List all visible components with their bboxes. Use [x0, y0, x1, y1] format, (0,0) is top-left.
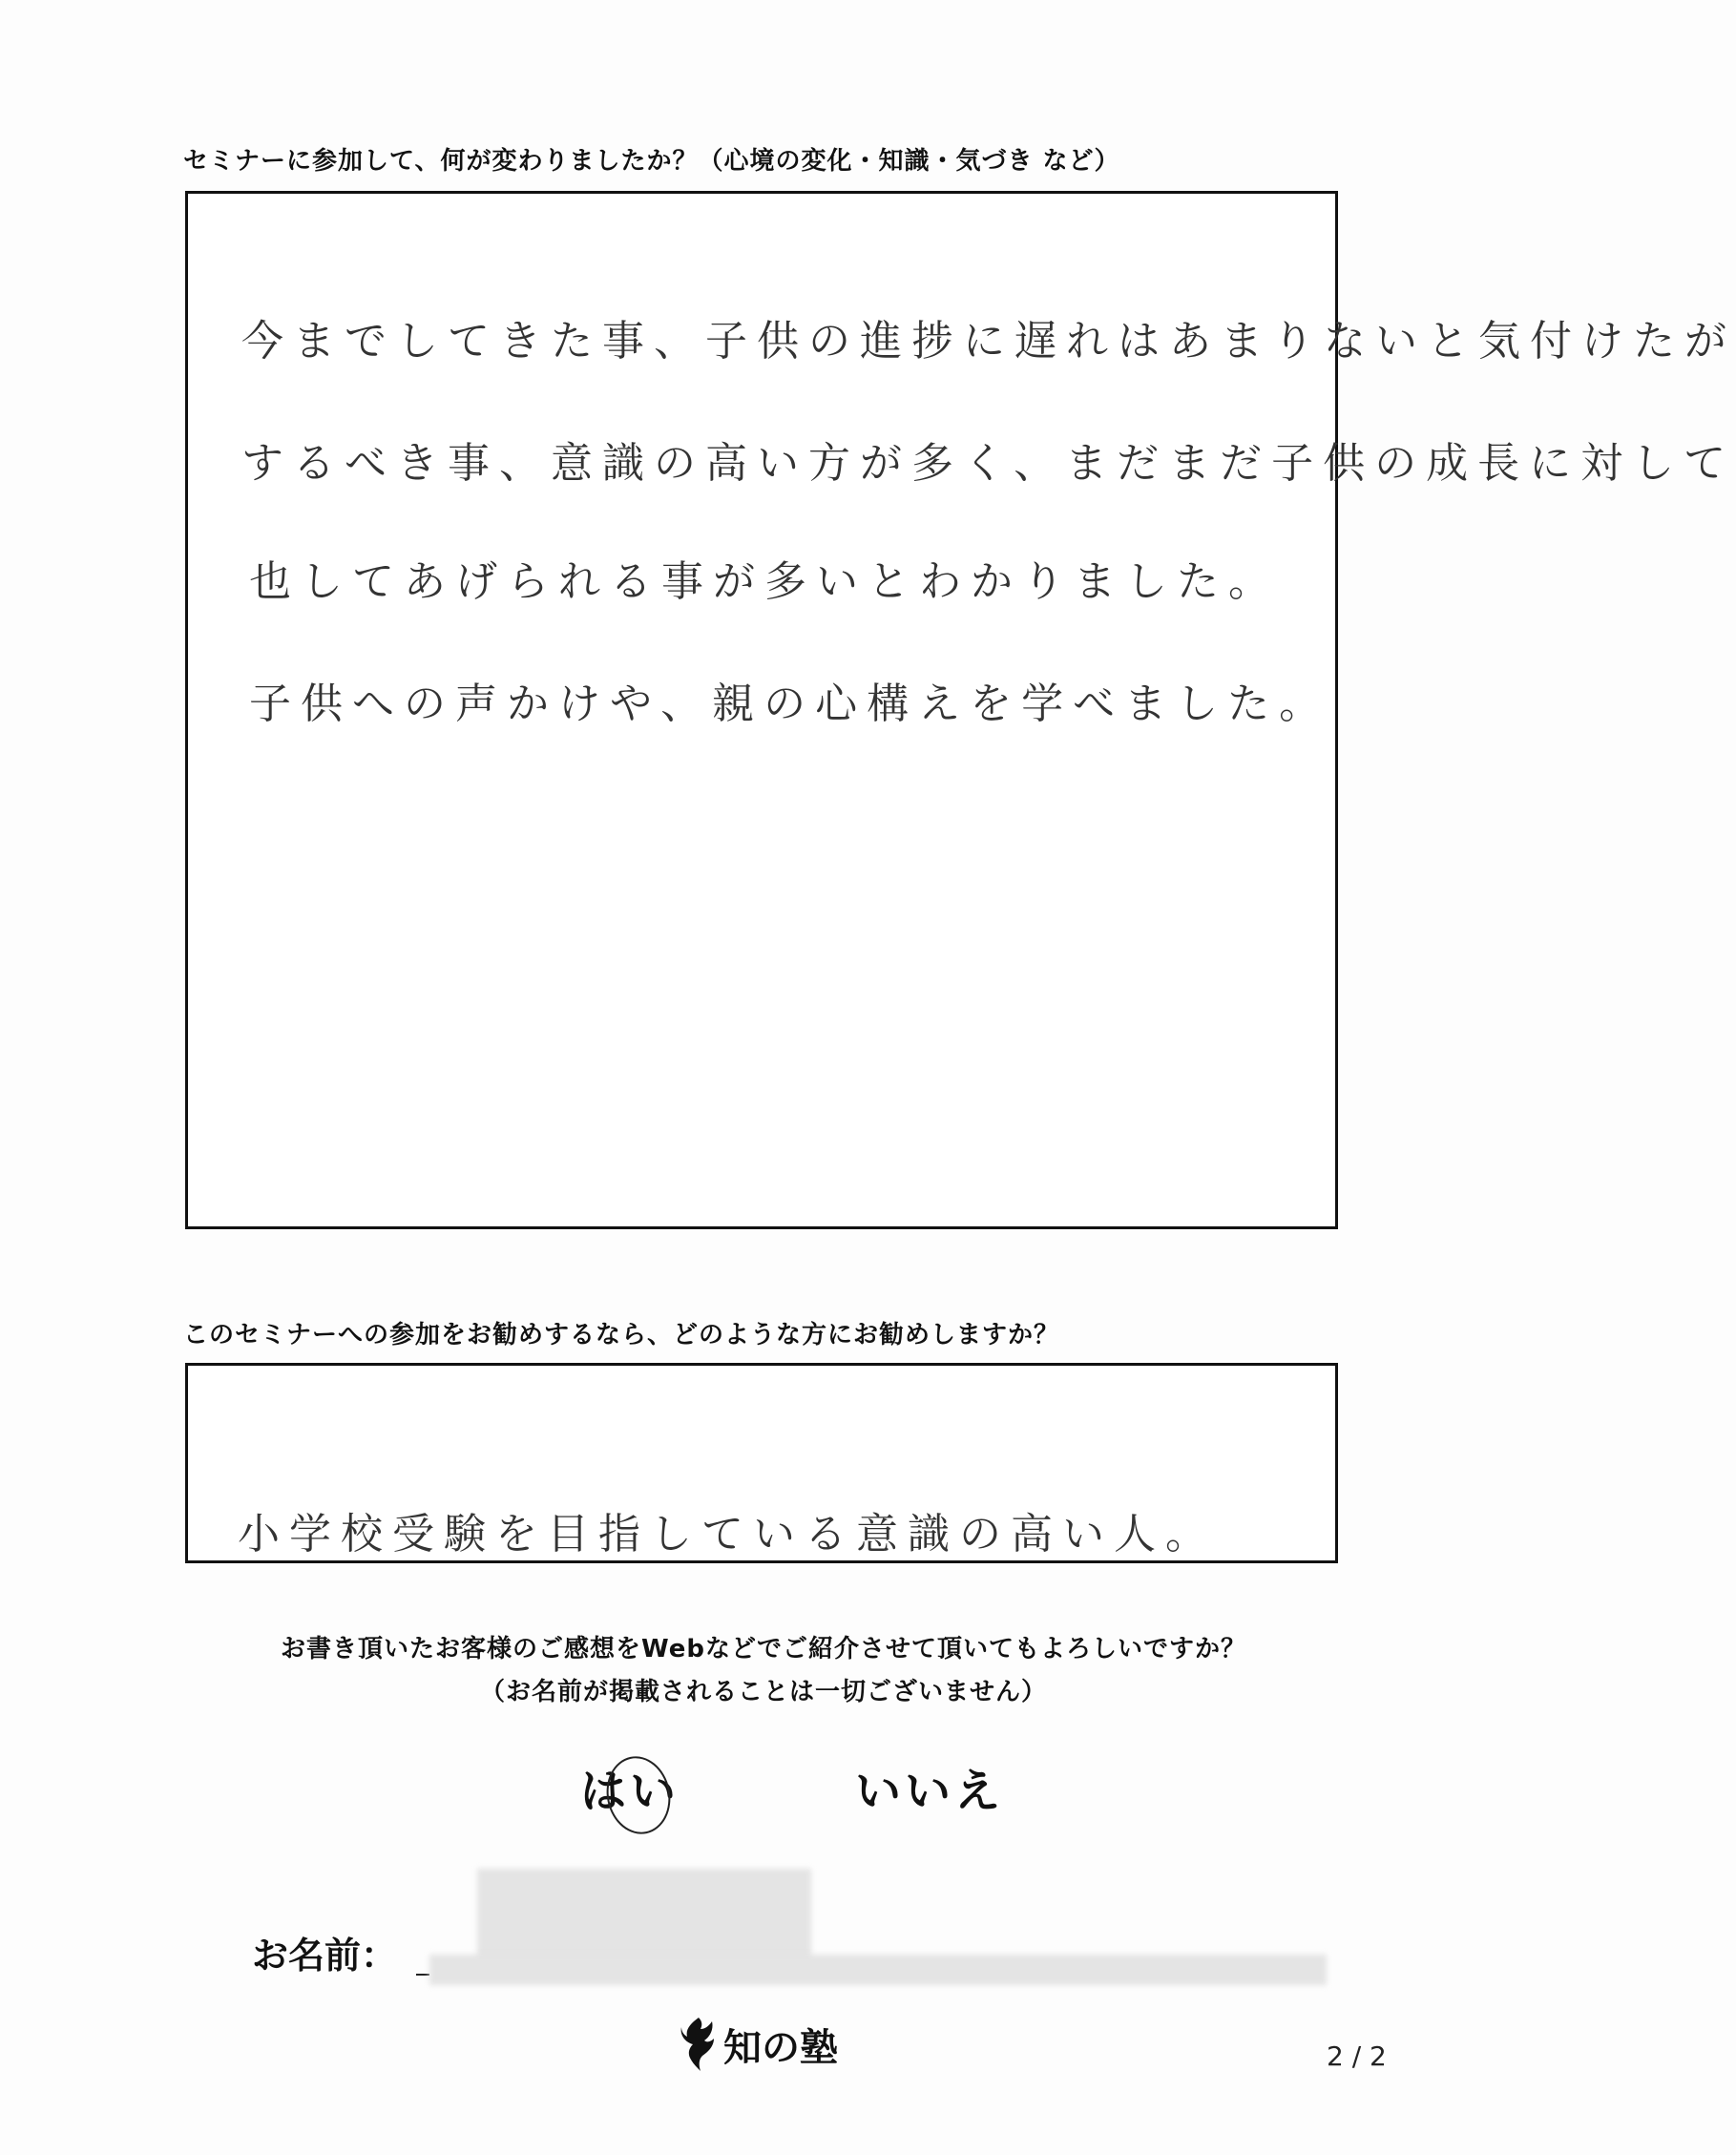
answer-line-4: 子供への声かけや、親の心構えを学べました。 [249, 680, 1331, 728]
logo-text: 知の塾 [723, 2024, 838, 2070]
answer-q2: 小学校受験を目指している意識の高い人。 [238, 1510, 1217, 1559]
question-2-answer-box[interactable] [185, 1363, 1338, 1563]
consent-question: お書き頂いたお客様のご感想をWebなどでご紹介させて頂いてもよろしいですか？ [281, 1635, 1246, 1663]
redacted-name-underline [429, 1955, 1327, 1985]
answer-line-3: 也してあげられる事が多いとわかりました。 [249, 557, 1280, 606]
no-option[interactable]: いいえ [855, 1765, 1005, 1818]
answer-line-1: 今までしてきた事、子供の進捗に遅れはあまりないと気付けたが [241, 317, 1736, 366]
question-1-answer-box[interactable] [185, 191, 1736, 1229]
question-1-label: セミナーに参加して、何が変わりましたか？（心境の変化・知識・気づき など） [183, 147, 1120, 176]
answer-line-2: するべき事、意識の高い方が多く、まだまだ子供の成長に対して [241, 439, 1736, 488]
name-underline [416, 1974, 429, 1976]
phoenix-icon [680, 2014, 718, 2075]
yes-option[interactable]: はい [580, 1765, 680, 1818]
consent-note: （お名前が掲載されることは一切ございません） [479, 1678, 1047, 1706]
name-label: お名前： [252, 1935, 398, 1977]
question-2-label: このセミナーへの参加をお勧めするなら、どのような方にお勧めしますか？ [183, 1321, 1060, 1349]
page-number: 2 / 2 [1327, 2040, 1387, 2072]
logo [680, 2014, 838, 2075]
